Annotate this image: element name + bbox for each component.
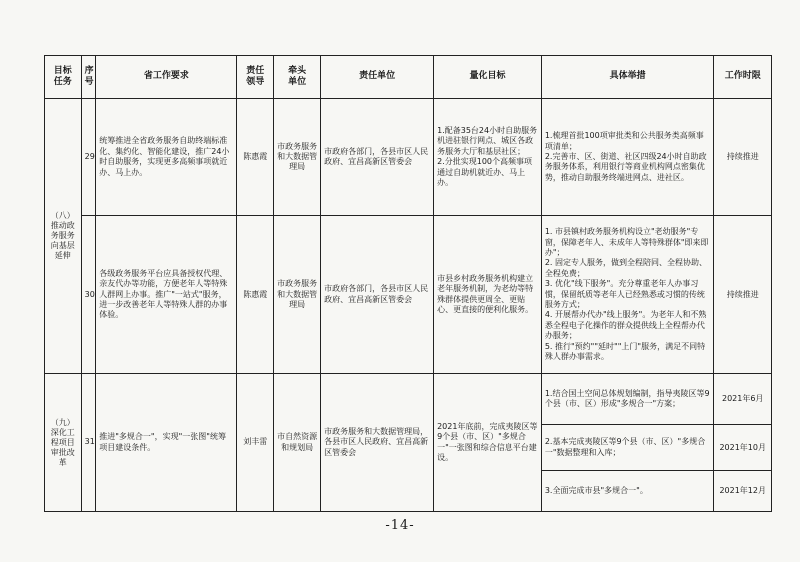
target-cell: 2021年底前，完成夷陵区等9个县（市、区）"多规合一"一张图和综合信息平台建设。: [434, 374, 542, 512]
task-cell: （九） 深化工 程项目 审批改 革: [45, 374, 82, 512]
row-number: 29: [81, 99, 96, 216]
dept-cell: 市政务服务和大数据管理局: [274, 99, 321, 216]
time-cell: 2021年10月: [714, 425, 772, 471]
row-number: 30: [81, 216, 96, 374]
unit-cell: 市政府各部门，各县市区人民政府、宜昌高新区管委会: [321, 99, 434, 216]
leader-cell: 陈惠霞: [237, 99, 274, 216]
header-task: 目标 任务: [45, 56, 82, 99]
time-cell: 2021年12月: [714, 471, 772, 512]
header-time: 工作时限: [714, 56, 772, 99]
target-cell: 市县乡村政务服务机构建立老年服务机制，为老幼等特殊群体提供更周全、更贴心、更直接的便利化服务。: [434, 216, 542, 374]
table-header-row: [45, 56, 772, 99]
dept-cell: 市自然资源和规划局: [274, 374, 321, 512]
requirement-cell: 各级政务服务平台应具备授权代理、亲友代办等功能，方便老年人等特殊人群网上办事。推广"一站式"服务，进一步改善老年人等特殊人群的办事体验。: [96, 216, 237, 374]
unit-cell: 市政府各部门，各县市区人民政府、宜昌高新区管委会: [321, 216, 434, 374]
time-cell: 持续推进: [714, 99, 772, 216]
leader-cell: 陈惠霞: [237, 216, 274, 374]
table-row: [45, 99, 772, 216]
measure-item: 1.结合国土空间总体规划编制，指导夷陵区等9个县（市、区）形成"多规合一"方案；: [541, 374, 714, 425]
table-row: [45, 216, 772, 374]
measures-cell: 1.梳理首批100项审批类和公共服务类高频事项清单； 2.完善市、区、街道、社区四级24小时自助政务服务体系，利用银行等商业机构网点密集优势，推动自助服务终端进网点、进社区。: [541, 99, 714, 216]
measure-item: 3.全面完成市县"多规合一"。: [541, 471, 714, 512]
header-requirement: 省工作要求: [96, 56, 237, 99]
measure-item: 2.基本完成夷陵区等9个县（市、区）"多规合一"数据整理和入库；: [541, 425, 714, 471]
header-dept: 牵头 单位: [274, 56, 321, 99]
row-number: 31: [81, 374, 96, 512]
requirement-cell: 统筹推进全省政务服务自助终端标准化、集约化、智能化建设，推广24小时自助服务，实现更多高频事项就近办、马上办。: [96, 99, 237, 216]
table-row: [45, 374, 772, 425]
leader-cell: 刘丰雷: [237, 374, 274, 512]
unit-cell: 市政务服务和大数据管理局，各县市区人民政府、宜昌高新区管委会: [321, 374, 434, 512]
header-no: 序 号: [81, 56, 96, 99]
page-number: -14-: [385, 518, 415, 533]
work-task-table: [44, 55, 772, 512]
time-cell: 持续推进: [714, 216, 772, 374]
dept-cell: 市政务服务和大数据管理局: [274, 216, 321, 374]
header-leader: 责任 领导: [237, 56, 274, 99]
time-cell: 2021年6月: [714, 374, 772, 425]
target-cell: 1.配备35台24小时自助服务机进驻银行网点、城区各政务服务大厅和基层社区； 2.分批实现100个高频事项通过自助机就近办、马上办。: [434, 99, 542, 216]
header-target: 量化目标: [434, 56, 542, 99]
header-unit: 责任单位: [321, 56, 434, 99]
measures-cell: 1. 市县镇村政务服务机构设立"老幼服务"专窗，保障老年人、未成年人等特殊群体"即来即办"； 2. 固定专人服务，做到全程陪同、全程协助、全程免费； 3. 优化"线下服务"。充分尊重老年人办事习惯，保留纸质等老年人已经熟悉或习惯的传统服务方式； 4. 开展帮办代办"线上服务"。为老年人和不熟悉全程电子化操作的群众提供线上全程帮办代办服务； 5. 推行"预约""延时""上门"服务，满足不同特殊人群办事需求。: [541, 216, 714, 374]
header-measures: 具体举措: [541, 56, 714, 99]
requirement-cell: 推进"多规合一"，实现"一张图"统筹项目建设条件。: [96, 374, 237, 512]
task-cell: （八） 推动政 务服务 向基层 延伸: [45, 99, 82, 374]
